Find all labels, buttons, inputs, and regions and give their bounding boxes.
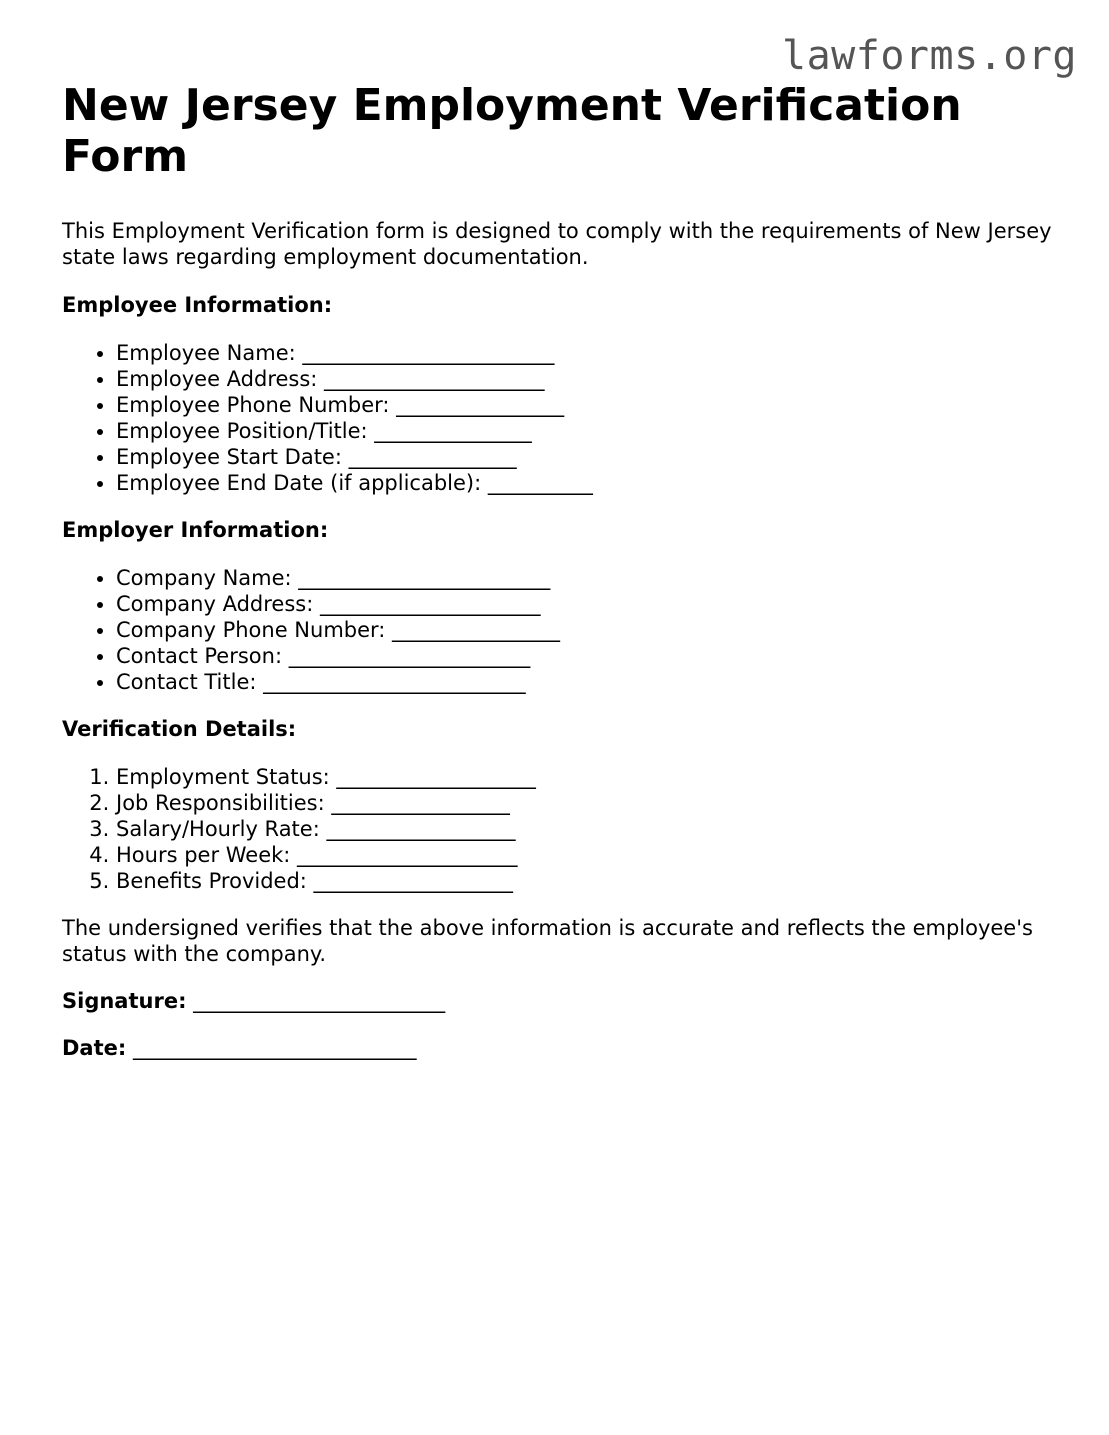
list-item: 4. Hours per Week: _____________________	[116, 842, 1052, 868]
list-item: • Contact Person: _______________________	[116, 643, 1052, 669]
list-item: • Contact Title: _________________________	[116, 669, 1052, 695]
list-item: • Employee Start Date: ________________	[116, 444, 1052, 470]
employer-field-list	[62, 565, 1052, 695]
list-item: • Employee Position/Title: _______________	[116, 418, 1052, 444]
page-title: New Jersey Employment Verification Form	[62, 80, 962, 182]
watermark-logo: lawforms.org	[782, 33, 1077, 79]
signature-blank: ________________________	[193, 989, 446, 1013]
employee-section-heading: Employee Information:	[62, 293, 333, 317]
list-item: • Company Address: _____________________	[116, 591, 1052, 617]
list-item: 5. Benefits Provided: ___________________	[116, 868, 1052, 894]
signature-line	[62, 988, 1052, 1014]
list-item: • Employee Phone Number: ________________	[116, 392, 1052, 418]
document-page	[62, 80, 1052, 1061]
signature-label: Signature:	[62, 989, 187, 1013]
date-label: Date:	[62, 1036, 127, 1060]
list-item: • Company Name: ________________________	[116, 565, 1052, 591]
list-item: 2. Job Responsibilities: _________________	[116, 790, 1052, 816]
list-item: • Company Phone Number: ________________	[116, 617, 1052, 643]
list-item: 3. Salary/Hourly Rate: __________________	[116, 816, 1052, 842]
verification-section-heading: Verification Details:	[62, 717, 297, 741]
list-item: • Employee End Date (if applicable): __________	[116, 470, 1052, 496]
closing-paragraph: The undersigned verifies that the above information is accurate and reflects the employee's status with the company.	[62, 916, 1033, 966]
employer-section-heading: Employer Information:	[62, 518, 329, 542]
verification-field-list	[62, 764, 1052, 894]
date-blank: ___________________________	[132, 1036, 417, 1060]
list-item: 1. Employment Status: ___________________	[116, 764, 1052, 790]
list-item: • Employee Name: ________________________	[116, 340, 1052, 366]
intro-paragraph: This Employment Verification form is designed to comply with the requirements of New Jersey state laws regarding employment documentation.	[62, 219, 1052, 269]
employee-field-list	[62, 340, 1052, 496]
date-line	[62, 1035, 1052, 1061]
list-item: • Employee Address: _____________________	[116, 366, 1052, 392]
